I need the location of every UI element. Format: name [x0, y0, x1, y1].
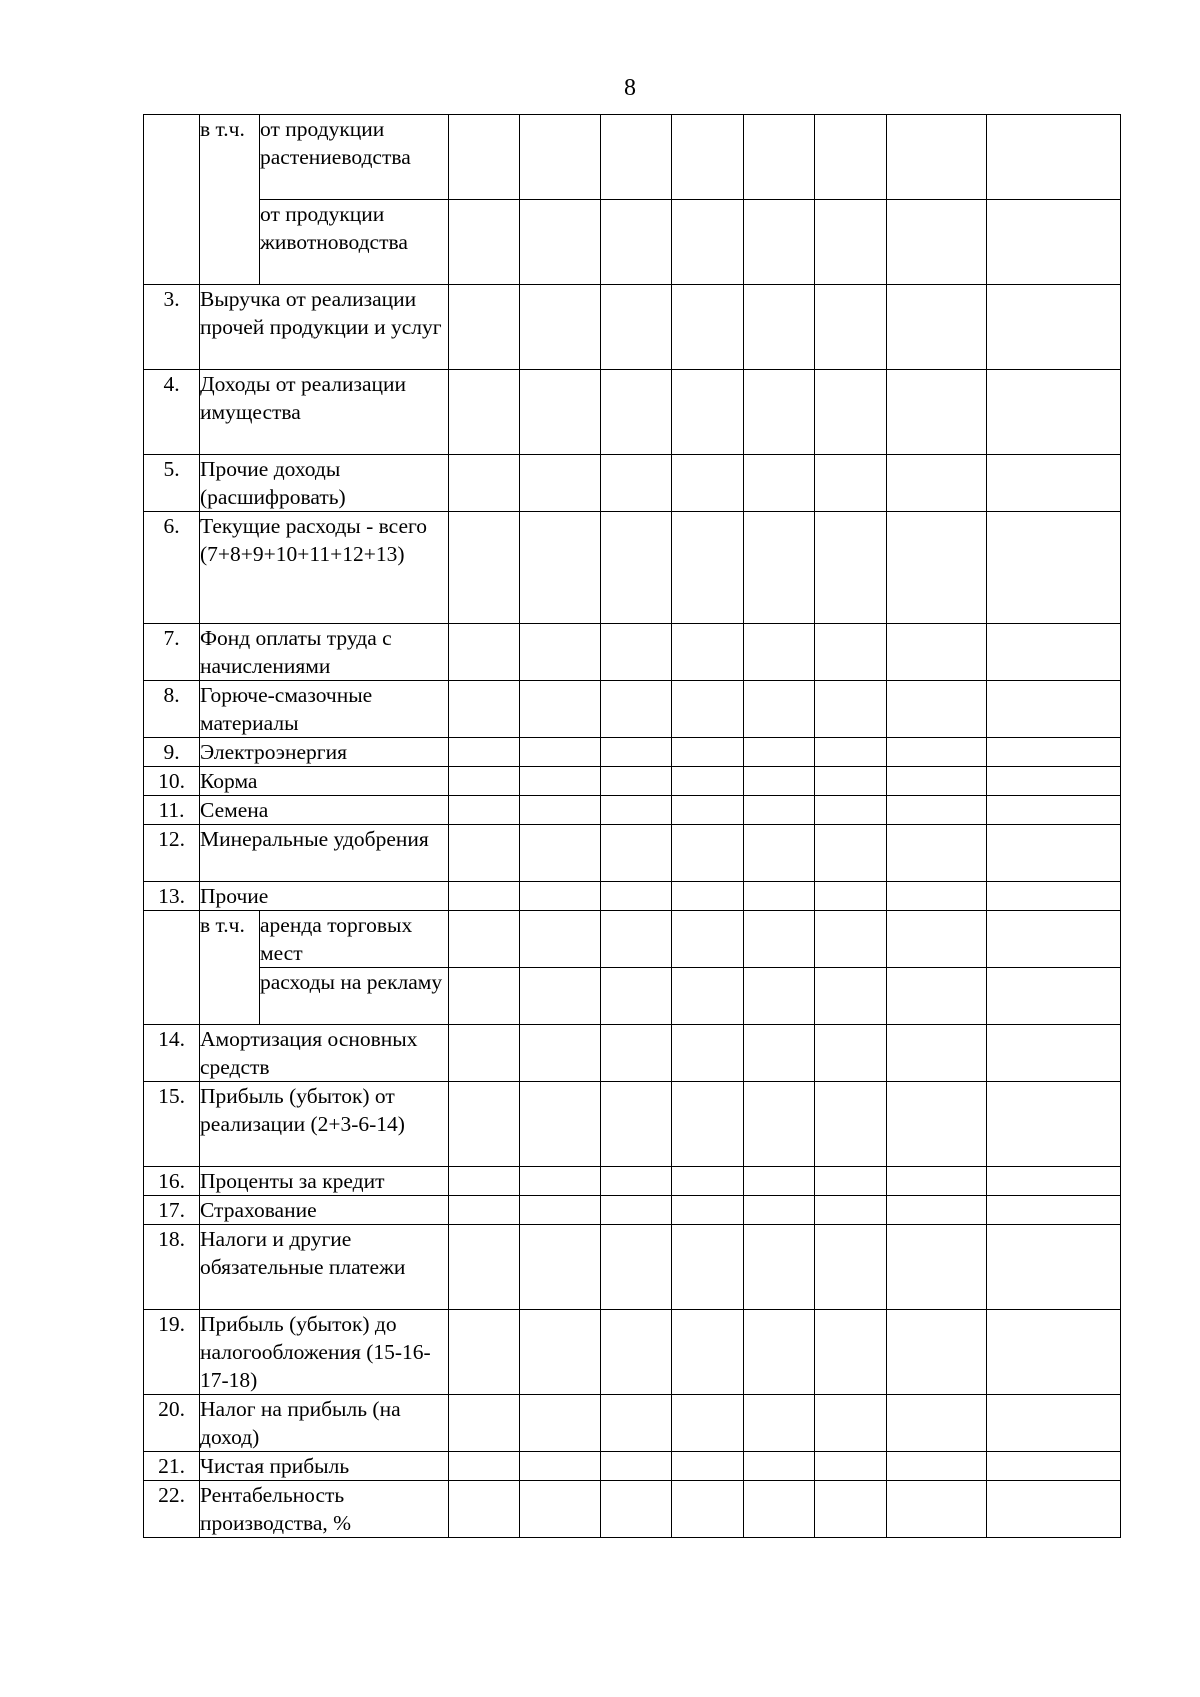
- data-cell[interactable]: [987, 200, 1121, 285]
- data-cell[interactable]: [815, 825, 887, 882]
- data-cell[interactable]: [815, 455, 887, 512]
- data-cell[interactable]: [815, 796, 887, 825]
- data-cell[interactable]: [449, 624, 520, 681]
- data-cell[interactable]: [744, 1395, 815, 1452]
- data-cell[interactable]: [887, 882, 987, 911]
- row-label: Прочие доходы (расшифровать): [200, 455, 449, 512]
- row-label: Текущие расходы - всего (7+8+9+10+11+12+13): [200, 512, 449, 624]
- table-subrow: [144, 115, 1121, 200]
- data-cell[interactable]: [449, 911, 520, 968]
- data-cell[interactable]: [987, 1481, 1121, 1538]
- data-cell[interactable]: [744, 882, 815, 911]
- data-cell[interactable]: [987, 1310, 1121, 1395]
- data-cell[interactable]: [449, 1082, 520, 1167]
- data-cell[interactable]: [672, 968, 744, 1025]
- data-cell[interactable]: [601, 1481, 672, 1538]
- data-cell[interactable]: [601, 115, 672, 200]
- table-row: [144, 681, 1121, 738]
- data-cell[interactable]: [601, 1395, 672, 1452]
- row-number: 20.: [144, 1395, 200, 1452]
- data-cell[interactable]: [601, 1082, 672, 1167]
- row-number: 5.: [144, 455, 200, 512]
- row-number: 19.: [144, 1310, 200, 1395]
- data-cell[interactable]: [601, 796, 672, 825]
- data-cell[interactable]: [815, 1481, 887, 1538]
- data-cell[interactable]: [744, 968, 815, 1025]
- data-cell[interactable]: [520, 115, 601, 200]
- data-cell[interactable]: [672, 825, 744, 882]
- data-cell[interactable]: [744, 1310, 815, 1395]
- data-cell[interactable]: [815, 681, 887, 738]
- data-cell[interactable]: [672, 1225, 744, 1310]
- data-cell[interactable]: [449, 370, 520, 455]
- row-label: Страхование: [200, 1196, 449, 1225]
- data-cell[interactable]: [887, 767, 987, 796]
- data-cell[interactable]: [815, 968, 887, 1025]
- data-cell[interactable]: [887, 624, 987, 681]
- data-cell[interactable]: [520, 1310, 601, 1395]
- subgroup-label: в т.ч.: [200, 115, 260, 285]
- data-cell[interactable]: [744, 200, 815, 285]
- row-number-empty: [144, 115, 200, 285]
- row-label: Семена: [200, 796, 449, 825]
- subrow-label: расходы на рекламу: [260, 968, 449, 1025]
- row-number: 12.: [144, 825, 200, 882]
- financial-plan-table: [143, 114, 1121, 1538]
- data-cell[interactable]: [601, 738, 672, 767]
- data-cell[interactable]: [815, 1082, 887, 1167]
- data-cell[interactable]: [672, 1025, 744, 1082]
- data-cell[interactable]: [815, 911, 887, 968]
- data-cell[interactable]: [449, 681, 520, 738]
- row-label: Проценты за кредит: [200, 1167, 449, 1196]
- data-cell[interactable]: [987, 1082, 1121, 1167]
- data-cell[interactable]: [449, 1481, 520, 1538]
- row-number-empty: [144, 911, 200, 1025]
- row-number: 10.: [144, 767, 200, 796]
- data-cell[interactable]: [672, 1310, 744, 1395]
- data-cell[interactable]: [672, 1452, 744, 1481]
- data-cell[interactable]: [672, 1196, 744, 1225]
- table-row: [144, 512, 1121, 624]
- subgroup-label: в т.ч.: [200, 911, 260, 1025]
- data-cell[interactable]: [672, 681, 744, 738]
- row-number: 3.: [144, 285, 200, 370]
- data-cell[interactable]: [987, 825, 1121, 882]
- table-row: [144, 1395, 1121, 1452]
- data-cell[interactable]: [815, 1196, 887, 1225]
- data-cell[interactable]: [887, 796, 987, 825]
- data-cell[interactable]: [987, 115, 1121, 200]
- data-cell[interactable]: [672, 767, 744, 796]
- data-cell[interactable]: [887, 1196, 987, 1225]
- data-cell[interactable]: [520, 1481, 601, 1538]
- row-number: 17.: [144, 1196, 200, 1225]
- data-cell[interactable]: [815, 1395, 887, 1452]
- data-cell[interactable]: [449, 455, 520, 512]
- data-cell[interactable]: [987, 1167, 1121, 1196]
- row-label: Амортизация основных средств: [200, 1025, 449, 1082]
- row-number: 22.: [144, 1481, 200, 1538]
- data-cell[interactable]: [815, 738, 887, 767]
- table-row: [144, 796, 1121, 825]
- row-label: Корма: [200, 767, 449, 796]
- data-cell[interactable]: [520, 911, 601, 968]
- table-row: [144, 1452, 1121, 1481]
- row-label: Налог на прибыль (на доход): [200, 1395, 449, 1452]
- data-cell[interactable]: [520, 825, 601, 882]
- data-cell[interactable]: [744, 738, 815, 767]
- data-cell[interactable]: [520, 1025, 601, 1082]
- data-cell[interactable]: [601, 624, 672, 681]
- data-cell[interactable]: [672, 512, 744, 624]
- data-cell[interactable]: [887, 1395, 987, 1452]
- table-row: [144, 825, 1121, 882]
- data-cell[interactable]: [887, 512, 987, 624]
- data-cell[interactable]: [887, 200, 987, 285]
- table-row: [144, 1025, 1121, 1082]
- data-cell[interactable]: [601, 200, 672, 285]
- data-cell[interactable]: [520, 968, 601, 1025]
- table-row: [144, 1225, 1121, 1310]
- data-cell[interactable]: [744, 796, 815, 825]
- data-cell[interactable]: [449, 738, 520, 767]
- table-row: [144, 285, 1121, 370]
- data-cell[interactable]: [449, 1025, 520, 1082]
- data-cell[interactable]: [744, 767, 815, 796]
- data-cell[interactable]: [987, 370, 1121, 455]
- data-cell[interactable]: [449, 1310, 520, 1395]
- data-cell[interactable]: [887, 1310, 987, 1395]
- data-cell[interactable]: [601, 825, 672, 882]
- data-cell[interactable]: [520, 738, 601, 767]
- data-cell[interactable]: [744, 1225, 815, 1310]
- data-cell[interactable]: [887, 1452, 987, 1481]
- subrow-label: от продукции животноводства: [260, 200, 449, 285]
- table-row: [144, 1310, 1121, 1395]
- data-cell[interactable]: [601, 285, 672, 370]
- data-cell[interactable]: [987, 968, 1121, 1025]
- row-number: 7.: [144, 624, 200, 681]
- row-number: 8.: [144, 681, 200, 738]
- data-cell[interactable]: [672, 738, 744, 767]
- row-label: Электроэнергия: [200, 738, 449, 767]
- data-cell[interactable]: [672, 455, 744, 512]
- data-cell[interactable]: [520, 624, 601, 681]
- data-cell[interactable]: [815, 512, 887, 624]
- data-cell[interactable]: [744, 285, 815, 370]
- data-cell[interactable]: [520, 1395, 601, 1452]
- row-number: 4.: [144, 370, 200, 455]
- data-cell[interactable]: [449, 1167, 520, 1196]
- data-cell[interactable]: [601, 1310, 672, 1395]
- data-cell[interactable]: [887, 1025, 987, 1082]
- data-cell[interactable]: [601, 1225, 672, 1310]
- data-cell[interactable]: [520, 767, 601, 796]
- row-label: Фонд оплаты труда с начислениями: [200, 624, 449, 681]
- data-cell[interactable]: [987, 882, 1121, 911]
- data-cell[interactable]: [815, 1452, 887, 1481]
- data-cell[interactable]: [815, 1310, 887, 1395]
- data-cell[interactable]: [601, 1167, 672, 1196]
- data-cell[interactable]: [672, 796, 744, 825]
- data-cell[interactable]: [744, 825, 815, 882]
- row-label: Горюче-смазочные материалы: [200, 681, 449, 738]
- data-cell[interactable]: [601, 911, 672, 968]
- data-cell[interactable]: [815, 1025, 887, 1082]
- data-cell[interactable]: [815, 882, 887, 911]
- table-row: [144, 370, 1121, 455]
- data-cell[interactable]: [744, 681, 815, 738]
- table-subrow: [144, 911, 1121, 968]
- data-cell[interactable]: [815, 200, 887, 285]
- data-cell[interactable]: [987, 681, 1121, 738]
- data-cell[interactable]: [887, 1225, 987, 1310]
- data-cell[interactable]: [815, 767, 887, 796]
- data-cell[interactable]: [672, 911, 744, 968]
- data-cell[interactable]: [520, 370, 601, 455]
- row-number: 14.: [144, 1025, 200, 1082]
- data-cell[interactable]: [449, 512, 520, 624]
- data-cell[interactable]: [520, 285, 601, 370]
- data-cell[interactable]: [815, 1225, 887, 1310]
- data-cell[interactable]: [672, 882, 744, 911]
- row-number: 9.: [144, 738, 200, 767]
- data-cell[interactable]: [672, 1395, 744, 1452]
- data-cell[interactable]: [887, 825, 987, 882]
- data-cell[interactable]: [887, 738, 987, 767]
- data-cell[interactable]: [987, 1225, 1121, 1310]
- data-cell[interactable]: [887, 370, 987, 455]
- table-row: [144, 882, 1121, 911]
- row-number: 18.: [144, 1225, 200, 1310]
- data-cell[interactable]: [520, 1196, 601, 1225]
- row-label: Прочие: [200, 882, 449, 911]
- subrow-label: от продукции растениеводства: [260, 115, 449, 200]
- data-cell[interactable]: [987, 285, 1121, 370]
- data-cell[interactable]: [987, 455, 1121, 512]
- data-cell[interactable]: [672, 200, 744, 285]
- data-cell[interactable]: [520, 200, 601, 285]
- data-cell[interactable]: [987, 767, 1121, 796]
- row-label: Прибыль (убыток) от реализации (2+3-6-14): [200, 1082, 449, 1167]
- data-cell[interactable]: [815, 624, 887, 681]
- data-cell[interactable]: [520, 1225, 601, 1310]
- row-label: Выручка от реализации прочей продукции и услуг: [200, 285, 449, 370]
- data-cell[interactable]: [987, 911, 1121, 968]
- data-cell[interactable]: [887, 1481, 987, 1538]
- table-row: [144, 624, 1121, 681]
- data-cell[interactable]: [601, 1025, 672, 1082]
- data-cell[interactable]: [887, 911, 987, 968]
- data-cell[interactable]: [987, 1196, 1121, 1225]
- data-cell[interactable]: [744, 1481, 815, 1538]
- data-cell[interactable]: [601, 767, 672, 796]
- row-label: Налоги и другие обязательные платежи: [200, 1225, 449, 1310]
- data-cell[interactable]: [987, 624, 1121, 681]
- data-cell[interactable]: [672, 1167, 744, 1196]
- data-cell[interactable]: [672, 370, 744, 455]
- data-cell[interactable]: [887, 285, 987, 370]
- row-label: Рентабельность производства, %: [200, 1481, 449, 1538]
- data-cell[interactable]: [601, 1452, 672, 1481]
- row-label: Прибыль (убыток) до налогообложения (15-16-17-18): [200, 1310, 449, 1395]
- data-cell[interactable]: [601, 370, 672, 455]
- data-cell[interactable]: [987, 738, 1121, 767]
- data-cell[interactable]: [887, 968, 987, 1025]
- data-cell[interactable]: [520, 1452, 601, 1481]
- data-cell[interactable]: [449, 115, 520, 200]
- data-cell[interactable]: [520, 1082, 601, 1167]
- data-cell[interactable]: [744, 370, 815, 455]
- data-cell[interactable]: [601, 681, 672, 738]
- data-cell[interactable]: [601, 512, 672, 624]
- data-cell[interactable]: [744, 1025, 815, 1082]
- row-label: Чистая прибыль: [200, 1452, 449, 1481]
- data-cell[interactable]: [672, 624, 744, 681]
- data-cell[interactable]: [744, 115, 815, 200]
- row-number: 6.: [144, 512, 200, 624]
- row-number: 11.: [144, 796, 200, 825]
- data-cell[interactable]: [887, 1082, 987, 1167]
- row-number: 16.: [144, 1167, 200, 1196]
- data-cell[interactable]: [672, 1082, 744, 1167]
- data-cell[interactable]: [449, 1225, 520, 1310]
- table-row: [144, 1167, 1121, 1196]
- data-cell[interactable]: [601, 1196, 672, 1225]
- table-subrow: [144, 200, 1121, 285]
- data-cell[interactable]: [887, 455, 987, 512]
- data-cell[interactable]: [987, 1452, 1121, 1481]
- row-number: 15.: [144, 1082, 200, 1167]
- table-row: [144, 1082, 1121, 1167]
- data-cell[interactable]: [449, 796, 520, 825]
- data-cell[interactable]: [815, 115, 887, 200]
- data-cell[interactable]: [744, 624, 815, 681]
- table-subrow: [144, 968, 1121, 1025]
- data-cell[interactable]: [815, 285, 887, 370]
- data-cell[interactable]: [449, 200, 520, 285]
- data-cell[interactable]: [987, 1025, 1121, 1082]
- table-body: [144, 115, 1121, 1538]
- row-label: Минеральные удобрения: [200, 825, 449, 882]
- data-cell[interactable]: [887, 681, 987, 738]
- data-cell[interactable]: [449, 825, 520, 882]
- data-cell[interactable]: [672, 1481, 744, 1538]
- data-cell[interactable]: [744, 455, 815, 512]
- data-cell[interactable]: [815, 1167, 887, 1196]
- data-cell[interactable]: [887, 1167, 987, 1196]
- data-cell[interactable]: [601, 968, 672, 1025]
- data-cell[interactable]: [520, 882, 601, 911]
- data-cell[interactable]: [744, 1452, 815, 1481]
- table-row: [144, 767, 1121, 796]
- data-cell[interactable]: [744, 1196, 815, 1225]
- table-row: [144, 738, 1121, 767]
- row-number: 13.: [144, 882, 200, 911]
- data-cell[interactable]: [672, 285, 744, 370]
- data-cell[interactable]: [987, 1395, 1121, 1452]
- data-cell[interactable]: [449, 1452, 520, 1481]
- data-cell[interactable]: [815, 370, 887, 455]
- data-cell[interactable]: [672, 115, 744, 200]
- data-cell[interactable]: [449, 968, 520, 1025]
- data-cell[interactable]: [520, 455, 601, 512]
- data-cell[interactable]: [744, 1167, 815, 1196]
- table-row: [144, 1196, 1121, 1225]
- page-number: 8: [624, 75, 636, 101]
- data-cell[interactable]: [520, 1167, 601, 1196]
- data-cell[interactable]: [987, 512, 1121, 624]
- data-cell[interactable]: [601, 455, 672, 512]
- data-cell[interactable]: [449, 1395, 520, 1452]
- subrow-label: аренда торговых мест: [260, 911, 449, 968]
- data-cell[interactable]: [887, 115, 987, 200]
- data-cell[interactable]: [987, 796, 1121, 825]
- data-cell[interactable]: [744, 911, 815, 968]
- data-cell[interactable]: [520, 681, 601, 738]
- data-cell[interactable]: [449, 882, 520, 911]
- data-cell[interactable]: [449, 1196, 520, 1225]
- data-cell[interactable]: [744, 512, 815, 624]
- data-cell[interactable]: [449, 767, 520, 796]
- data-cell[interactable]: [744, 1082, 815, 1167]
- table-row: [144, 1481, 1121, 1538]
- table-row: [144, 455, 1121, 512]
- data-cell[interactable]: [520, 796, 601, 825]
- data-cell[interactable]: [601, 882, 672, 911]
- row-number: 21.: [144, 1452, 200, 1481]
- data-cell[interactable]: [449, 285, 520, 370]
- row-label: Доходы от реализации имущества: [200, 370, 449, 455]
- data-cell[interactable]: [520, 512, 601, 624]
